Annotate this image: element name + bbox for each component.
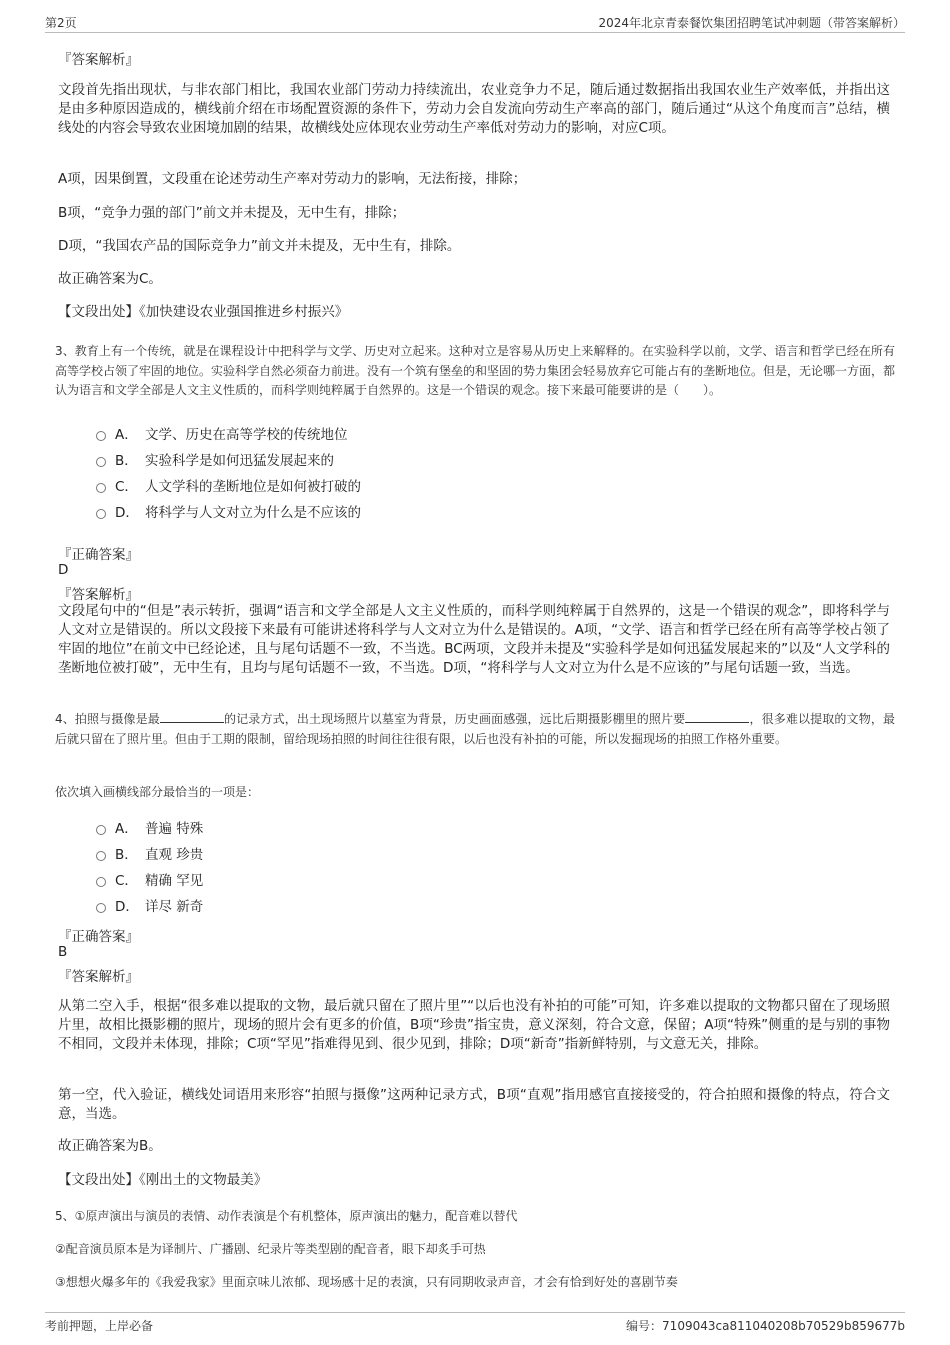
option-text: 精确 罕见	[145, 873, 204, 889]
option-letter: D．	[115, 505, 139, 521]
q4-explain-p1: 从第二空入手，根据“很多难以提取的文物，最后就只留在了照片里”“以后也没有补拍的可能”可知，许多难以提取的文物都只留在了现场照片里，故相比摄影棚的照片，现场的照片会有更多的价值，B项“珍贵”指宝贵，意义深刻，符合文意，保留；A项“特殊”侧重的是与别的事物不相同，文段并未体现，排除；C项“罕见”指难得见到、很少见到，排除；D项“新奇”指新鲜特别，与文意无关，排除。	[58, 998, 890, 1052]
option-text: 详尽 新奇	[145, 899, 204, 915]
q5-line-3: ③想想火爆多年的《我爱我家》里面京味儿浓郁、现场感十足的表演，只有同期收录声音，才会有恰到好处的喜剧节奏	[55, 1275, 678, 1289]
q2-source: 【文段出处】《加快建设农业强国推进乡村振兴》	[58, 304, 349, 320]
option-letter: D．	[115, 899, 139, 915]
option-letter: A．	[115, 821, 138, 837]
q3-option-a[interactable]	[96, 423, 348, 443]
option-letter: B．	[115, 453, 138, 469]
option-letter: C．	[115, 873, 138, 889]
q3-stem: 3、教育上有一个传统，就是在课程设计中把科学与文学、历史对立起来。这种对立是容易从历史上来解释的。在实验科学以前，文学、语言和哲学已经在所有高等学校占领了牢固的地位。实验科学自然必须奋力前进。没有一个筑有堡垒的和坚固的势力集团会轻易放弃它可能占有的垄断地位。但是，无论哪一方面，都认为语言和文学全部是人文主义性质的，而科学则纯粹属于自然界的。这是一个错误的观念。接下来最可能要讲的是（ ）。	[55, 344, 896, 397]
q3-option-c[interactable]	[96, 475, 361, 495]
page-footer	[45, 1312, 905, 1331]
option-text: 将科学与人文对立为什么是不应该的	[145, 505, 361, 521]
q4-answer-label: 『正确答案』	[58, 929, 139, 945]
fill-blank-2	[685, 710, 749, 723]
option-text: 人文学科的垄断地位是如何被打破的	[145, 479, 361, 495]
radio-icon[interactable]	[96, 903, 106, 913]
q4-stem-part-a: 4、拍照与摄像是最	[55, 712, 160, 726]
option-letter: A．	[115, 427, 138, 443]
document-id: 编号：7109043ca811040208b70529b859677b	[626, 1319, 905, 1333]
q3-option-b[interactable]	[96, 449, 334, 469]
q4-option-c[interactable]	[96, 869, 203, 889]
footer-slogan: 考前押题，上岸必备	[45, 1319, 154, 1333]
radio-icon[interactable]	[96, 457, 106, 467]
radio-icon[interactable]	[96, 877, 106, 887]
q4-option-b[interactable]	[96, 843, 203, 863]
q2-explain-b: B项，“竞争力强的部门”前文并未提及，无中生有，排除；	[58, 205, 406, 221]
option-letter: C．	[115, 479, 138, 495]
q2-explain-a: A项，因果倒置，文段重在论述劳动生产率对劳动力的影响，无法衔接，排除；	[58, 171, 527, 187]
q3-explain: 文段尾句中的“但是”表示转折，强调“语言和文学全部是人文主义性质的，而科学则纯粹属于自然界的，这是一个错误的观念”，即将科学与人文对立是错误的。所以文段接下来最有可能讲述将科学与人文对立为什么是错误的。A项，“文学、语言和哲学已经在所有高等学校占领了牢固的地位”在前文中已经论述，且与尾句话题不一致，不当选。BC两项，文段并未提及“实验科学是如何迅猛发展起来的”以及“人文学科的垄断地位被打破”，无中生有，且均与尾句话题不一致，不当选。D项，“将科学与人文对立为什么是不应该的”与尾句话题一致，当选。	[58, 603, 890, 676]
q3-answer-label: 『正确答案』	[58, 547, 139, 563]
option-text: 文学、历史在高等学校的传统地位	[145, 427, 348, 443]
radio-icon[interactable]	[96, 483, 106, 493]
radio-icon[interactable]	[96, 431, 106, 441]
option-text: 普遍 特殊	[145, 821, 204, 837]
option-letter: B．	[115, 847, 138, 863]
q3-answer: D	[58, 562, 69, 578]
q4-answer: B	[58, 944, 68, 960]
option-text: 实验科学是如何迅猛发展起来的	[145, 453, 334, 469]
q4-explain-label: 『答案解析』	[58, 969, 139, 985]
q2-explain-p1: 文段首先指出现状，与非农部门相比，我国农业部门劳动力持续流出，农业竞争力不足，随后通过数据指出我国农业生产效率低，并指出这是由多种原因造成的，横线前介绍在市场配置资源的条件下，劳动力会自发流向劳动生产率高的部门，随后通过“从这个角度而言”总结，横线处的内容会导致农业困境加剧的结果，故横线处应体现农业劳动生产率低对劳动力的影响，对应C项。	[58, 82, 890, 136]
q3-option-d[interactable]	[96, 501, 361, 521]
q4-stem-part-c: ，很多难以提取的文物，最后就只留在了照片里。但由于工期的限制，留给现场拍照的时间往往很有限，以后也没有补拍的可能，所以发掘现场的拍照工作格外重要。	[55, 712, 895, 746]
q3-explain-label: 『答案解析』	[58, 587, 139, 603]
q4-prompt: 依次填入画横线部分最恰当的一项是：	[55, 785, 260, 799]
q4-stem	[55, 710, 895, 749]
q4-option-d[interactable]	[96, 895, 203, 915]
radio-icon[interactable]	[96, 851, 106, 861]
page-header	[45, 14, 905, 33]
q4-conclusion: 故正确答案为B。	[58, 1138, 162, 1154]
q4-source: 【文段出处】《刚出土的文物最美》	[58, 1172, 268, 1188]
q4-stem-part-b: 的记录方式，出土现场照片以墓室为背景，历史画面感强，远比后期摄影棚里的照片要	[223, 712, 686, 726]
q5-line-1: 5、①原声演出与演员的表情、动作表演是个有机整体，原声演出的魅力，配音难以替代	[55, 1209, 518, 1223]
page-number: 第2页	[45, 16, 77, 30]
q4-option-a[interactable]	[96, 817, 203, 837]
radio-icon[interactable]	[96, 509, 106, 519]
document-title: 2024年北京青泰餐饮集团招聘笔试冲刺题（带答案解析）	[598, 16, 905, 30]
option-text: 直观 珍贵	[145, 847, 204, 863]
fill-blank-1	[160, 710, 224, 723]
radio-icon[interactable]	[96, 825, 106, 835]
q2-explain-label: 『答案解析』	[58, 52, 139, 68]
q2-explain-d: D项，“我国农产品的国际竞争力”前文并未提及，无中生有，排除。	[58, 238, 461, 254]
q5-line-2: ②配音演员原本是为译制片、广播剧、纪录片等类型剧的配音者，眼下却炙手可热	[55, 1242, 486, 1256]
q2-conclusion: 故正确答案为C。	[58, 271, 162, 287]
q4-explain-p2: 第一空，代入验证，横线处词语用来形容“拍照与摄像”这两种记录方式，B项“直观”指用感官直接接受的，符合拍照和摄像的特点，符合文意，当选。	[58, 1087, 890, 1122]
